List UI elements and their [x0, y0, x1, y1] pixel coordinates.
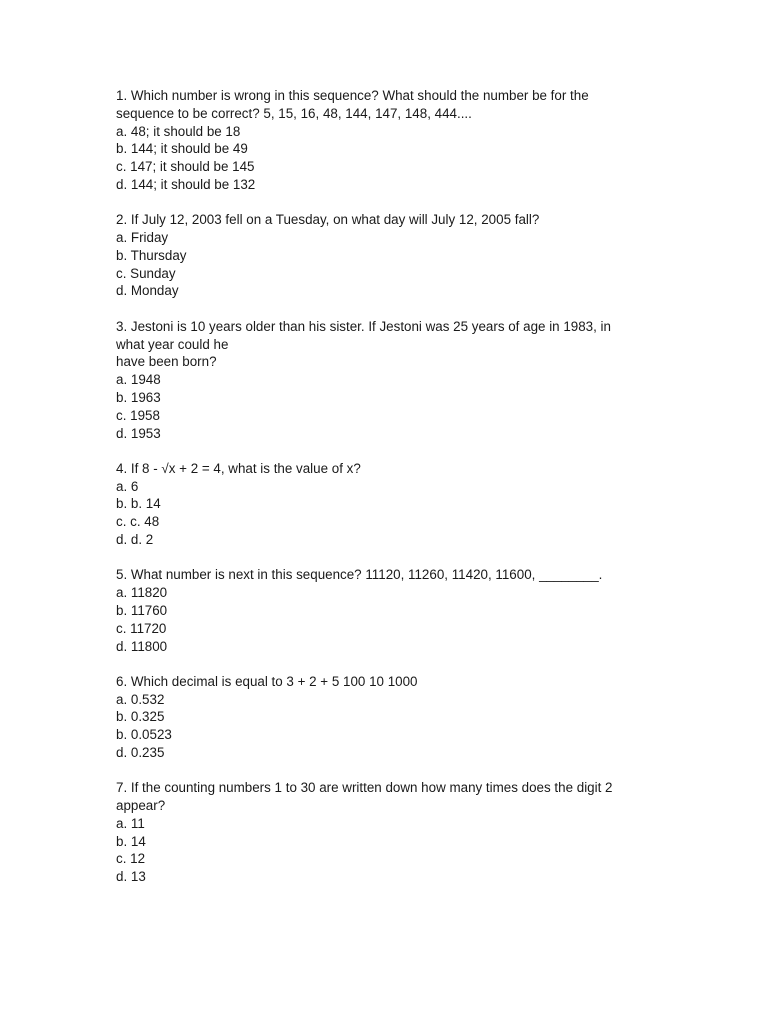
- answer-option: b. 11760: [116, 602, 168, 618]
- answer-option: b. 0.0523: [116, 727, 172, 743]
- answer-option: a. 6: [116, 478, 139, 494]
- question-text: appear?: [116, 798, 166, 814]
- question-3: [116, 318, 656, 443]
- question-text: what year could he: [116, 336, 229, 352]
- answer-option: a. 11820: [116, 585, 168, 601]
- answer-option: d. 1953: [116, 425, 161, 441]
- question-text: 1. Which number is wrong in this sequence? What should the number be for the: [116, 88, 589, 103]
- answer-option: d. 144; it should be 132: [116, 176, 256, 192]
- answer-option: c. c. 48: [116, 514, 160, 530]
- answer-option: c. Sunday: [116, 265, 176, 281]
- question-text: 7. If the counting numbers 1 to 30 are written down how many times does the digit 2: [116, 780, 613, 796]
- answer-option: b. 14: [116, 833, 146, 849]
- question-2: [116, 211, 656, 300]
- answer-option: d. d. 2: [116, 532, 154, 548]
- question-4: [116, 460, 656, 549]
- question-6: [116, 673, 656, 762]
- answer-option: c. 11720: [116, 620, 167, 636]
- question-text: 2. If July 12, 2003 fell on a Tuesday, on what day will July 12, 2005 fall?: [116, 212, 540, 228]
- answer-option: b. 144; it should be 49: [116, 141, 248, 157]
- answer-option: d. 11800: [116, 638, 168, 654]
- answer-option: a. 11: [116, 815, 145, 831]
- question-text: sequence to be correct? 5, 15, 16, 48, 144, 147, 148, 444....: [116, 105, 472, 121]
- question-1: [116, 87, 656, 194]
- answer-option: b. Thursday: [116, 247, 187, 263]
- question-5: [116, 566, 656, 655]
- answer-option: d. Monday: [116, 283, 179, 299]
- answer-option: c. 12: [116, 851, 146, 867]
- answer-option: d. 0.235: [116, 745, 165, 760]
- answer-option: d. 13: [116, 869, 146, 885]
- answer-option: a. Friday: [116, 230, 169, 246]
- answer-option: c. 147; it should be 145: [116, 159, 255, 175]
- question-text: 3. Jestoni is 10 years older than his sister. If Jestoni was 25 years of age in 1983, in: [116, 318, 611, 334]
- question-text: 4. If 8 - √x + 2 = 4, what is the value of x?: [116, 460, 361, 476]
- answer-option: b. 0.325: [116, 709, 165, 725]
- answer-option: a. 48; it should be 18: [116, 123, 241, 139]
- question-text: 5. What number is next in this sequence? 11120, 11260, 11420, 11600, ________.: [116, 567, 603, 583]
- question-7: [116, 779, 656, 886]
- answer-option: c. 1958: [116, 407, 160, 423]
- answer-option: b. 1963: [116, 389, 161, 405]
- document-page: [116, 87, 656, 904]
- answer-option: b. b. 14: [116, 496, 161, 512]
- question-text: have been born?: [116, 354, 217, 370]
- answer-option: a. 0.532: [116, 691, 165, 707]
- question-text: 6. Which decimal is equal to 3 + 2 + 5 100 10 1000: [116, 673, 418, 689]
- answer-option: a. 1948: [116, 372, 161, 388]
